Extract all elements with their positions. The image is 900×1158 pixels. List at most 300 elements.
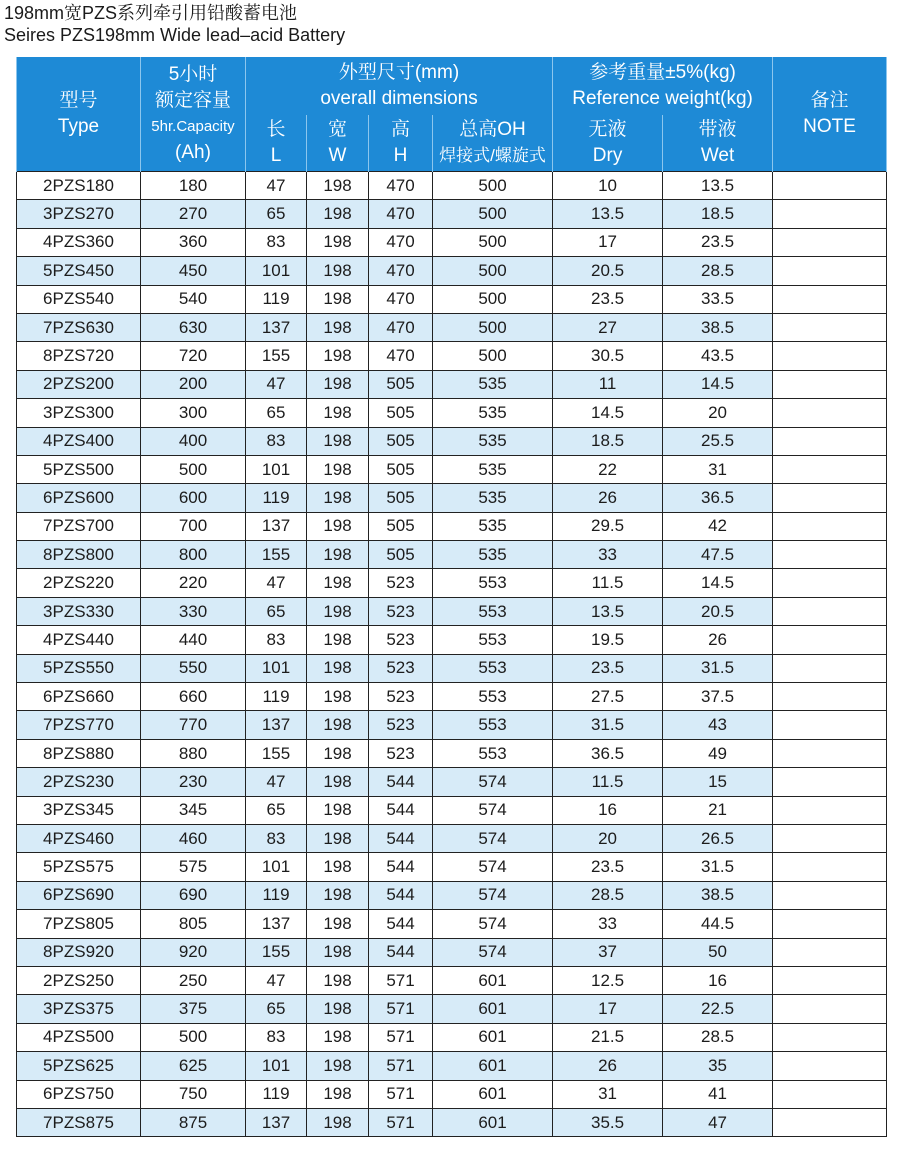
cell-note [773,342,887,370]
cell-wet-weight: 25.5 [663,427,773,455]
cell-wet-weight: 50 [663,938,773,966]
cell-overall-height: 553 [433,654,553,682]
cell-wet-weight: 31.5 [663,853,773,881]
cell-overall-height: 553 [433,739,553,767]
header-type [17,57,141,172]
cell-length: 137 [246,1108,307,1136]
cell-overall-height: 500 [433,313,553,341]
cell-width: 198 [307,484,369,512]
cell-height: 505 [369,484,433,512]
cell-note [773,484,887,512]
table-row [17,1108,887,1136]
cell-type: 4PZS440 [17,626,141,654]
cell-height: 571 [369,1108,433,1136]
cell-capacity: 450 [141,257,246,285]
cell-wet-weight: 13.5 [663,172,773,200]
cell-height: 544 [369,824,433,852]
cell-height: 523 [369,711,433,739]
header-oh-cn: 总高OH [459,119,526,140]
cell-overall-height: 500 [433,257,553,285]
header-length-cn: 长 [266,119,286,140]
cell-dry-weight: 14.5 [553,399,663,427]
cell-type: 8PZS800 [17,541,141,569]
cell-length: 155 [246,739,307,767]
cell-dry-weight: 18.5 [553,427,663,455]
cell-length: 101 [246,1052,307,1080]
cell-wet-weight: 20.5 [663,597,773,625]
cell-type: 7PZS770 [17,711,141,739]
cell-width: 198 [307,541,369,569]
cell-type: 5PZS625 [17,1052,141,1080]
cell-note [773,910,887,938]
cell-note [773,370,887,398]
cell-type: 3PZS375 [17,995,141,1023]
cell-overall-height: 574 [433,938,553,966]
cell-length: 101 [246,455,307,483]
cell-width: 198 [307,399,369,427]
table-row [17,257,887,285]
header-capacity [141,57,246,172]
page-header [4,2,345,46]
cell-dry-weight: 11.5 [553,569,663,597]
cell-wet-weight: 31 [663,455,773,483]
cell-capacity: 460 [141,824,246,852]
cell-length: 83 [246,427,307,455]
cell-overall-height: 535 [433,399,553,427]
cell-type: 6PZS540 [17,285,141,313]
cell-width: 198 [307,172,369,200]
cell-overall-height: 574 [433,853,553,881]
cell-width: 198 [307,200,369,228]
cell-overall-height: 601 [433,1108,553,1136]
cell-capacity: 550 [141,654,246,682]
cell-capacity: 500 [141,1023,246,1051]
cell-dry-weight: 26 [553,484,663,512]
cell-note [773,200,887,228]
table-row [17,342,887,370]
cell-length: 47 [246,768,307,796]
cell-overall-height: 535 [433,370,553,398]
cell-length: 137 [246,910,307,938]
cell-length: 155 [246,342,307,370]
header-weight [553,57,773,115]
cell-note [773,995,887,1023]
cell-type: 6PZS660 [17,683,141,711]
cell-length: 119 [246,683,307,711]
cell-capacity: 875 [141,1108,246,1136]
table-row [17,654,887,682]
table-row [17,1052,887,1080]
page-title-en: Seires PZS198mm Wide lead–acid Battery [4,25,346,45]
cell-dry-weight: 23.5 [553,654,663,682]
cell-height: 505 [369,370,433,398]
header-note [773,57,887,172]
cell-type: 8PZS920 [17,938,141,966]
cell-length: 83 [246,228,307,256]
table-row [17,768,887,796]
cell-note [773,654,887,682]
cell-length: 119 [246,484,307,512]
cell-wet-weight: 33.5 [663,285,773,313]
cell-width: 198 [307,739,369,767]
cell-wet-weight: 28.5 [663,1023,773,1051]
cell-dry-weight: 27 [553,313,663,341]
cell-note [773,1080,887,1108]
cell-length: 65 [246,995,307,1023]
table-header [17,57,887,172]
cell-wet-weight: 14.5 [663,370,773,398]
cell-note [773,285,887,313]
cell-wet-weight: 49 [663,739,773,767]
cell-note [773,512,887,540]
cell-height: 571 [369,1080,433,1108]
cell-type: 2PZS250 [17,966,141,994]
table-row [17,626,887,654]
cell-height: 505 [369,541,433,569]
cell-width: 198 [307,966,369,994]
table-row [17,995,887,1023]
cell-height: 571 [369,1023,433,1051]
cell-width: 198 [307,626,369,654]
cell-overall-height: 553 [433,711,553,739]
cell-height: 523 [369,654,433,682]
cell-capacity: 250 [141,966,246,994]
cell-width: 198 [307,1023,369,1051]
cell-length: 47 [246,966,307,994]
table-row [17,200,887,228]
header-width-en: W [328,145,347,166]
table-row [17,512,887,540]
header-length-en: L [270,145,282,166]
cell-dry-weight: 13.5 [553,597,663,625]
cell-height: 523 [369,597,433,625]
cell-width: 198 [307,512,369,540]
table-row [17,1023,887,1051]
cell-type: 6PZS690 [17,881,141,909]
cell-length: 65 [246,399,307,427]
cell-overall-height: 500 [433,228,553,256]
cell-overall-height: 574 [433,796,553,824]
cell-wet-weight: 14.5 [663,569,773,597]
cell-height: 505 [369,399,433,427]
cell-type: 2PZS180 [17,172,141,200]
header-oh-sub: 焊接式/螺旋式 [439,146,546,165]
table-row [17,172,887,200]
cell-capacity: 440 [141,626,246,654]
cell-dry-weight: 31 [553,1080,663,1108]
cell-type: 3PZS270 [17,200,141,228]
cell-height: 571 [369,1052,433,1080]
cell-width: 198 [307,853,369,881]
cell-wet-weight: 15 [663,768,773,796]
cell-length: 119 [246,1080,307,1108]
cell-overall-height: 535 [433,427,553,455]
cell-dry-weight: 33 [553,910,663,938]
cell-dry-weight: 27.5 [553,683,663,711]
cell-type: 7PZS630 [17,313,141,341]
cell-note [773,711,887,739]
cell-capacity: 200 [141,370,246,398]
cell-capacity: 700 [141,512,246,540]
cell-capacity: 660 [141,683,246,711]
cell-width: 198 [307,285,369,313]
cell-length: 47 [246,172,307,200]
cell-dry-weight: 10 [553,172,663,200]
header-wet-en: Wet [700,145,735,166]
cell-dry-weight: 17 [553,995,663,1023]
cell-overall-height: 601 [433,966,553,994]
cell-overall-height: 553 [433,683,553,711]
cell-capacity: 180 [141,172,246,200]
cell-overall-height: 574 [433,910,553,938]
cell-overall-height: 553 [433,597,553,625]
table-row [17,427,887,455]
cell-height: 571 [369,995,433,1023]
cell-capacity: 805 [141,910,246,938]
cell-wet-weight: 35 [663,1052,773,1080]
cell-wet-weight: 18.5 [663,200,773,228]
cell-width: 198 [307,1052,369,1080]
cell-overall-height: 553 [433,569,553,597]
table-row [17,484,887,512]
cell-capacity: 720 [141,342,246,370]
cell-height: 505 [369,512,433,540]
cell-dry-weight: 35.5 [553,1108,663,1136]
header-dry [553,115,663,172]
cell-capacity: 540 [141,285,246,313]
cell-overall-height: 601 [433,1052,553,1080]
table-row [17,370,887,398]
cell-wet-weight: 44.5 [663,910,773,938]
cell-width: 198 [307,654,369,682]
cell-wet-weight: 31.5 [663,654,773,682]
cell-overall-height: 500 [433,172,553,200]
cell-length: 137 [246,512,307,540]
header-dimensions-cn: 外型尺寸(mm) [338,62,460,83]
cell-width: 198 [307,995,369,1023]
header-width [307,115,369,172]
cell-height: 470 [369,313,433,341]
cell-overall-height: 553 [433,626,553,654]
cell-wet-weight: 38.5 [663,313,773,341]
cell-width: 198 [307,427,369,455]
cell-capacity: 330 [141,597,246,625]
cell-length: 83 [246,824,307,852]
cell-dry-weight: 26 [553,1052,663,1080]
header-height [369,115,433,172]
cell-wet-weight: 47 [663,1108,773,1136]
cell-dry-weight: 28.5 [553,881,663,909]
cell-note [773,938,887,966]
cell-dry-weight: 36.5 [553,739,663,767]
cell-height: 470 [369,342,433,370]
cell-width: 198 [307,683,369,711]
table-row [17,853,887,881]
cell-capacity: 630 [141,313,246,341]
cell-width: 198 [307,938,369,966]
cell-length: 119 [246,881,307,909]
cell-type: 4PZS360 [17,228,141,256]
cell-dry-weight: 12.5 [553,966,663,994]
cell-overall-height: 535 [433,484,553,512]
cell-height: 470 [369,228,433,256]
cell-type: 8PZS720 [17,342,141,370]
cell-type: 4PZS500 [17,1023,141,1051]
cell-width: 198 [307,711,369,739]
header-note-cn: 备注 [810,90,849,111]
cell-overall-height: 574 [433,824,553,852]
cell-note [773,683,887,711]
cell-type: 6PZS750 [17,1080,141,1108]
header-height-en: H [393,145,408,166]
cell-type: 2PZS200 [17,370,141,398]
cell-height: 544 [369,853,433,881]
cell-overall-height: 601 [433,1080,553,1108]
cell-length: 137 [246,313,307,341]
header-dimensions [246,57,553,115]
table-row [17,313,887,341]
cell-capacity: 800 [141,541,246,569]
header-weight-cn: 参考重量±5%(kg) [589,62,736,83]
cell-length: 119 [246,285,307,313]
cell-type: 3PZS300 [17,399,141,427]
cell-length: 155 [246,541,307,569]
cell-note [773,313,887,341]
header-height-cn: 高 [390,119,410,140]
cell-type: 7PZS805 [17,910,141,938]
cell-height: 544 [369,881,433,909]
cell-length: 101 [246,853,307,881]
cell-dry-weight: 31.5 [553,711,663,739]
cell-note [773,427,887,455]
cell-dry-weight: 30.5 [553,342,663,370]
cell-height: 505 [369,455,433,483]
cell-width: 198 [307,910,369,938]
cell-wet-weight: 26.5 [663,824,773,852]
cell-wet-weight: 28.5 [663,257,773,285]
cell-width: 198 [307,1080,369,1108]
table-row [17,597,887,625]
cell-wet-weight: 38.5 [663,881,773,909]
table-row [17,455,887,483]
cell-note [773,569,887,597]
header-weight-en: Reference weight(kg) [572,88,753,109]
cell-note [773,597,887,625]
cell-capacity: 880 [141,739,246,767]
cell-wet-weight: 47.5 [663,541,773,569]
cell-dry-weight: 19.5 [553,626,663,654]
cell-dry-weight: 20 [553,824,663,852]
cell-overall-height: 535 [433,512,553,540]
table-row [17,966,887,994]
cell-height: 470 [369,172,433,200]
cell-height: 523 [369,683,433,711]
header-overall-height [433,115,553,172]
header-capacity-unit: (Ah) [175,142,211,163]
table-row [17,399,887,427]
cell-note [773,824,887,852]
cell-type: 6PZS600 [17,484,141,512]
cell-length: 83 [246,1023,307,1051]
header-capacity-cn2: 额定容量 [154,90,231,111]
cell-wet-weight: 20 [663,399,773,427]
cell-note [773,768,887,796]
cell-wet-weight: 37.5 [663,683,773,711]
cell-wet-weight: 21 [663,796,773,824]
cell-height: 544 [369,910,433,938]
header-note-en: NOTE [803,116,856,137]
cell-type: 2PZS230 [17,768,141,796]
cell-height: 544 [369,768,433,796]
cell-width: 198 [307,228,369,256]
cell-width: 198 [307,569,369,597]
cell-overall-height: 574 [433,768,553,796]
cell-length: 65 [246,200,307,228]
cell-note [773,228,887,256]
header-wet-cn: 带液 [698,119,737,140]
header-wet [663,115,773,172]
cell-capacity: 500 [141,455,246,483]
header-dry-cn: 无液 [588,119,627,140]
cell-type: 4PZS460 [17,824,141,852]
cell-dry-weight: 22 [553,455,663,483]
table-row [17,938,887,966]
cell-capacity: 625 [141,1052,246,1080]
cell-wet-weight: 42 [663,512,773,540]
cell-height: 523 [369,739,433,767]
cell-note [773,966,887,994]
cell-height: 571 [369,966,433,994]
cell-height: 544 [369,938,433,966]
header-type-en: Type [57,116,100,137]
cell-wet-weight: 43.5 [663,342,773,370]
cell-dry-weight: 13.5 [553,200,663,228]
cell-type: 2PZS220 [17,569,141,597]
cell-capacity: 270 [141,200,246,228]
cell-width: 198 [307,342,369,370]
cell-length: 137 [246,711,307,739]
cell-width: 198 [307,881,369,909]
cell-note [773,626,887,654]
cell-length: 47 [246,569,307,597]
cell-capacity: 400 [141,427,246,455]
cell-height: 470 [369,285,433,313]
cell-width: 198 [307,455,369,483]
cell-overall-height: 500 [433,285,553,313]
cell-width: 198 [307,796,369,824]
cell-capacity: 770 [141,711,246,739]
cell-overall-height: 535 [433,455,553,483]
cell-wet-weight: 36.5 [663,484,773,512]
cell-dry-weight: 29.5 [553,512,663,540]
cell-note [773,172,887,200]
cell-capacity: 220 [141,569,246,597]
cell-length: 101 [246,257,307,285]
cell-dry-weight: 37 [553,938,663,966]
table-row [17,881,887,909]
cell-overall-height: 500 [433,342,553,370]
cell-width: 198 [307,257,369,285]
cell-height: 523 [369,626,433,654]
cell-type: 8PZS880 [17,739,141,767]
table-row [17,711,887,739]
cell-capacity: 575 [141,853,246,881]
table-row [17,683,887,711]
cell-overall-height: 535 [433,541,553,569]
cell-dry-weight: 21.5 [553,1023,663,1051]
cell-overall-height: 500 [433,200,553,228]
cell-width: 198 [307,768,369,796]
